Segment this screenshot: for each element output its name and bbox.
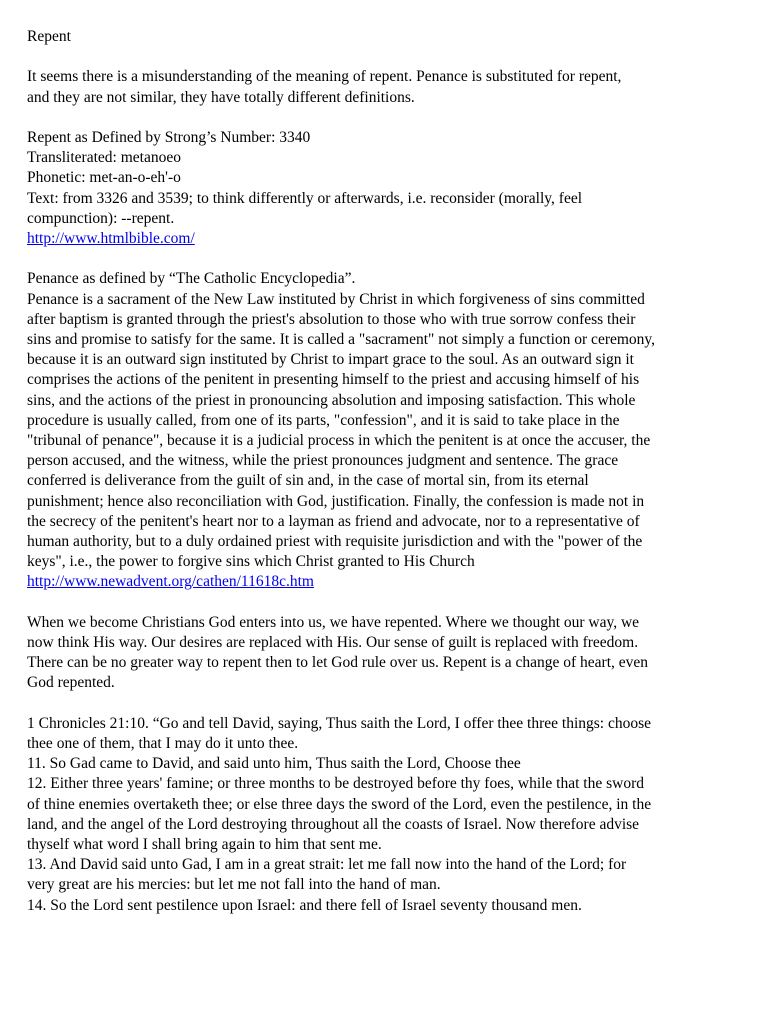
text-line: and they are not similar, they have totally different definitions. (27, 88, 415, 106)
text-line: sins, and the actions of the priest in pronouncing absolution and imposing satisfaction. This whole (27, 391, 636, 409)
text-line: procedure is usually called, from one of its parts, "confession", and it is said to take place in the (27, 411, 620, 429)
text-line: "tribunal of penance", because it is a judicial process in which the penitent is at once the accuser, the (27, 432, 651, 450)
text-line: of thine enemies overtaketh thee; or else three days the sword of the Lord, even the pestilence, in the (27, 795, 652, 813)
text-line: person accused, and the witness, while the priest pronounces judgment and sentence. The grace (27, 452, 619, 470)
spacer (27, 47, 747, 67)
text-line: sins and promise to satisfy for the same. It is called a "sacrament" not simply a function or ceremony, (27, 331, 656, 348)
text-line: Penance is a sacrament of the New Law instituted by Christ in which forgiveness of sins committed (27, 290, 645, 308)
spacer (27, 593, 747, 613)
text-line: land, and the angel of the Lord destroying throughout all the coasts of Israel. Now therefore advise (27, 815, 640, 833)
document-title: Repent (27, 28, 71, 45)
text-line: now think His way. Our desires are replaced with His. Our sense of guilt is replaced with freedom. (27, 634, 639, 652)
text-line: God repented. (27, 674, 115, 692)
spacer (27, 694, 747, 714)
spacer (27, 108, 747, 128)
verse-line: 14. So the Lord sent pestilence upon Israel: and there fell of Israel seventy thousand men. (27, 896, 582, 914)
text-line: When we become Christians God enters into us, we have repented. Where we thought our way, we (27, 613, 640, 631)
text-line: It seems there is a misunderstanding of the meaning of repent. Penance is substituted for repent, (27, 68, 622, 86)
christians-paragraph (27, 613, 747, 694)
text-line: There can be no greater way to repent then to let God rule over us. Repent is a change of heart, even (27, 654, 649, 672)
newadvent-link[interactable]: http://www.newadvent.org/cathen/11618c.htm (27, 573, 314, 591)
verse-line: 11. So Gad came to David, and said unto him, Thus saith the Lord, Choose thee (27, 755, 521, 773)
text-line: conferred is deliverance from the guilt of sin and, in the case of mortal sin, from its eternal (27, 472, 589, 490)
intro-paragraph (27, 67, 747, 107)
text-line: comprises the actions of the penitent in presenting himself to the priest and accusing himself of his (27, 371, 640, 389)
text-line: punishment; hence also reconciliation with God, justification. Finally, the confession is made not in (27, 492, 645, 510)
text-line: because it is an outward sign instituted by Christ to impart grace to the soul. As an outward sign it (27, 351, 634, 369)
text-line: thee one of them, that I may do it unto thee. (27, 735, 299, 753)
spacer (27, 249, 747, 269)
text-line: the secrecy of the penitent's heart nor to a layman as friend and advocate, nor to a representative of (27, 512, 640, 530)
text-line: very great are his mercies: but let me not fall into the hand of man. (27, 876, 441, 894)
text-line: human authority, but to a duly ordained priest with requisite jurisdiction and with the "power of the (27, 533, 643, 551)
htmlbible-link[interactable]: http://www.htmlbible.com/ (27, 230, 195, 247)
document-page (27, 27, 747, 916)
text-line: 1 Chronicles 21:10. “Go and tell David, saying, Thus saith the Lord, I offer thee three things: choose (27, 714, 652, 732)
text-line: after baptism is granted through the priest's absolution to those who with true sorrow confess their (27, 310, 636, 328)
chronicles-passage (27, 714, 747, 916)
verse-line: 12. Either three years' famine; or three months to be destroyed before thy foes, while that the sword (27, 775, 645, 793)
text-line: Text: from 3326 and 3539; to think differently or afterwards, i.e. reconsider (morally, feel (27, 189, 583, 207)
verse-line: 13. And David said unto Gad, I am in a great strait: let me fall now into the hand of the Lord; for (27, 856, 627, 874)
phonetic-line: Phonetic: met-an-o-eh'-o (27, 169, 181, 187)
transliterated-line: Transliterated: metanoeo (27, 149, 181, 167)
text-line: thyself what word I shall bring again to him that sent me. (27, 836, 382, 854)
strongs-heading: Repent as Defined by Strong’s Number: 3340 (27, 128, 311, 146)
text-line: compunction): --repent. (27, 209, 175, 227)
penance-definition (27, 269, 747, 592)
penance-heading: Penance as defined by “The Catholic Encyclopedia”. (27, 270, 356, 288)
text-line: keys", i.e., the power to forgive sins which Christ granted to His Church (27, 553, 475, 571)
strongs-definition (27, 128, 747, 249)
